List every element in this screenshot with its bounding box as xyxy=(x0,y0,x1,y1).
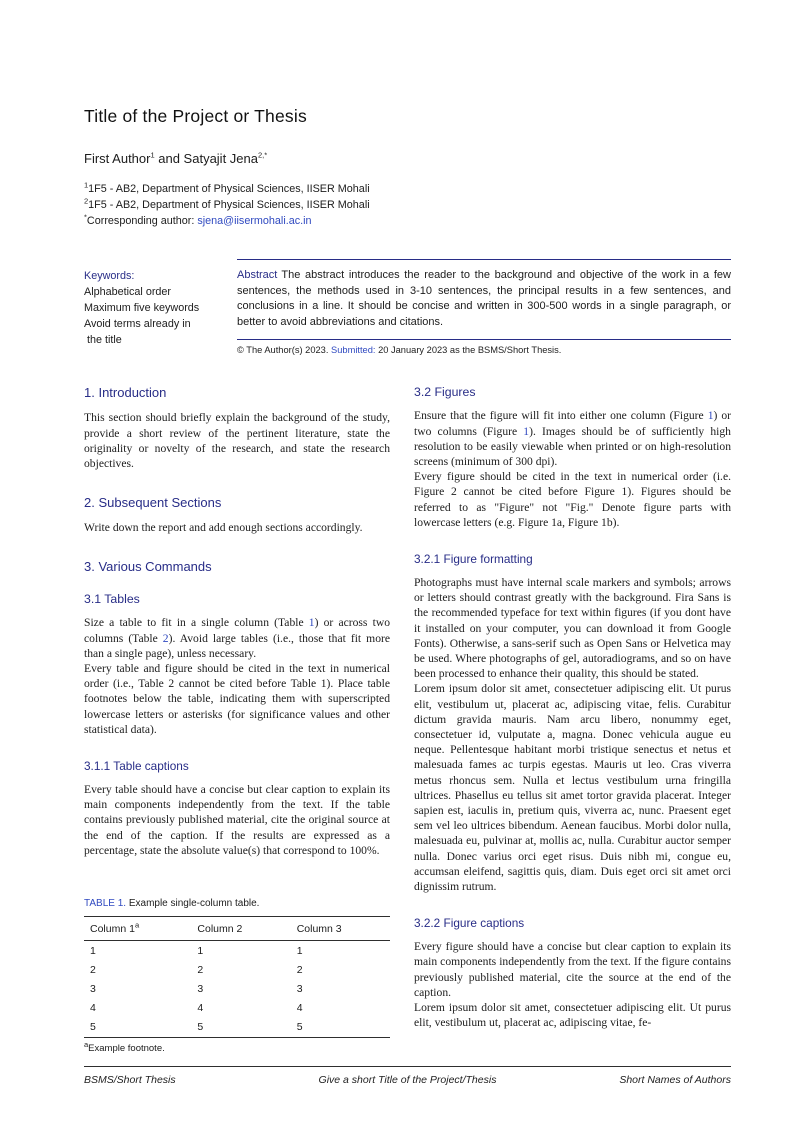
table-1-caption-text: Example single-column table. xyxy=(126,898,260,910)
subsequent-sections-paragraph: Write down the report and add enough sections accordingly. xyxy=(84,521,363,535)
keywords-panel xyxy=(84,259,237,355)
corresponding-author-line: *Corresponding author: sjena@iisermohali.ac.in xyxy=(84,212,312,227)
keyword-item: Alphabetical order xyxy=(84,286,172,298)
table-1-caption xyxy=(84,898,390,909)
figures-paragraph-2: Every figure should be cited in the text in numerical order (i.e. Figure 2 cannot be cited before Figure 1). Figures should be referred to as "Figure" not "Fig." Denote figure parts with lowercase letters (e.g. Figure 1a, Figure 1b). xyxy=(414,470,731,529)
keyword-item: the title xyxy=(87,334,122,346)
subsubsection-heading-figure-captions: 3.2.2 Figure captions xyxy=(414,916,525,931)
corresponding-author-email-link[interactable]: sjena@iisermohali.ac.in xyxy=(197,215,312,227)
copyright-line: © The Author(s) 2023. Submitted: 20 January 2023 as the BSMS/Short Thesis. xyxy=(237,345,562,356)
lorem-ipsum-paragraph-2: Lorem ipsum dolor sit amet, consectetuer adipiscing elit. Ut purus elit, vestibulum ut, placerat ac, adipiscing vitae, fe- xyxy=(414,1001,731,1030)
section-heading-introduction: 1. Introduction xyxy=(84,385,167,401)
abstract-label: Abstract xyxy=(237,269,278,281)
body-columns xyxy=(84,383,731,1054)
paper-title: Title of the Project or Thesis xyxy=(84,106,307,126)
lorem-ipsum-paragraph-1: Lorem ipsum dolor sit amet, consectetuer adipiscing elit. Ut purus elit, vestibulum ut, placerat ac, adipiscing vitae, felis. Curabitur dictum gravida mauris. Nam arcu libero, nonummy eget, consectetuer id, vulputate a, magna. Donec vehicula augue eu neque. Pellentesque habitant morbi tristique senectus et netus et malesuada fames ac turpis egestas. Mauris ut leo. Cras viverra metus rhoncus sem. Nulla et lectus vestibulum urna fringilla ultrices. Phasellus eu tellus sit amet tortor gravida placerat. Integer sapien est, iaculis in, pretium quis, viverra ac, nunc. Praesent eget sem vel leo ultrices bibendum. Aenean faucibus. Morbi dolor nulla, malesuada eu, pulvinar at, mollis ac, nulla. Curabitur auctor semper nulla. Donec varius orci eget risus. Duis nibh mi, congue eu, accumsan eleifend, sagittis quis, diam. Duis eget orci sit amet orci dignissim rutrum. xyxy=(414,682,731,894)
abstract-panel xyxy=(237,259,731,355)
affiliation-1: $^1$1F5 - AB2, Department of Physical Sciences, IISER Mohali xyxy=(84,180,370,195)
keywords-label: Keywords: xyxy=(84,270,135,282)
abstract-block xyxy=(84,259,731,355)
footer-left-running-head: BSMS/Short Thesis xyxy=(84,1074,176,1086)
table-row: 4 4 4 xyxy=(90,1002,303,1015)
author-1-affil-mark: 1 xyxy=(150,150,155,160)
right-column xyxy=(414,383,731,1054)
author-2: and Satyajit Jena xyxy=(154,151,258,166)
table-header-row xyxy=(84,917,390,941)
page-content xyxy=(84,0,731,1054)
author-line xyxy=(84,151,731,166)
table-1-caption-label: TABLE 1. xyxy=(84,898,127,910)
author-2-affil-mark: 2,* xyxy=(258,150,268,160)
figure-1-ref-link[interactable]: 1 xyxy=(707,409,714,423)
subsubsection-heading-table-captions: 3.1.1 Table captions xyxy=(84,759,189,774)
table-2-ref-link[interactable]: 2 xyxy=(162,631,169,645)
section-heading-various-commands: 3. Various Commands xyxy=(84,559,212,575)
subsection-heading-figures: 3.2 Figures xyxy=(414,385,476,400)
tables-paragraph-1: Size a table to fit in a single column (Table 1) or across two columns (Table 2). Avoid large tables (i.e., those that fit more than a single page), unless necessary. xyxy=(84,616,391,660)
subsubsection-heading-figure-formatting: 3.2.1 Figure formatting xyxy=(414,552,533,566)
page-footer xyxy=(84,1066,731,1086)
table-header-column-3: Column 3 xyxy=(291,917,390,941)
table-1-block xyxy=(84,898,390,1054)
affiliation-2: $^2$1F5 - AB2, Department of Physical Sciences, IISER Mohali xyxy=(84,196,370,211)
table-footnote: $^a$Example footnote. xyxy=(84,1039,165,1054)
abstract-text: The abstract introduces the reader to the background and objective of the work in a few sentences, the methods used in 3-10 sentences, the principal results in a few sentences, and conclusions in a line. It should be concise and written in 300-500 words in a single paragraph, or better to avoid abbreviations and citations. xyxy=(237,269,731,328)
table-captions-paragraph: Every table should have a concise but clear caption to explain its main components independently from the text. If the table contains previously published material, cite the original source at the end of the caption. If the results are expressed as a percentage, state the absolute value(s) that correspond to 100%. xyxy=(84,783,390,857)
submitted-label: Submitted: xyxy=(331,345,376,356)
figure-captions-paragraph: Every figure should have a concise but clear caption to explain its main components independently from the text. If the figure contains previously published material, cite the source at the end of the caption. xyxy=(414,940,731,999)
table-header-column-2: Column 2 xyxy=(191,917,290,941)
figure-1-ref-link[interactable]: 1 xyxy=(523,424,530,438)
example-table xyxy=(84,916,390,1038)
subsection-heading-tables: 3.1 Tables xyxy=(84,592,140,607)
author-1: First Author xyxy=(84,151,151,166)
figure-formatting-paragraph: Photographs must have internal scale markers and symbols; arrows or letters should contrast greatly with the background. Fira Sans is the recommended typeface for text within figures (if you dont have it installed on your computer, you can download it from Google Fonts). Otherwise, a sans-serif such as Open Sans or Helvetica may be used. Where photographs of gel, autoradiograms, and so on have been processed to enhance their quality, this should be stated. xyxy=(414,576,731,681)
footer-center-running-title: Give a short Title of the Project/Thesis xyxy=(318,1074,497,1086)
keyword-item: Maximum five keywords xyxy=(84,302,200,314)
keyword-item: Avoid terms already in xyxy=(84,318,191,330)
figures-paragraph-1: Ensure that the figure will fit into either one column (Figure 1) or two columns (Figure 1). Images should be of sufficiently high resolution to be easily viewable when printed or on high-resolution screens (minimum of 300 dpi). xyxy=(414,409,731,468)
affiliations xyxy=(84,181,731,229)
table-header-column-1: Column 1$^a$ xyxy=(84,917,191,941)
left-column xyxy=(84,383,390,1054)
table-row: 1 1 1 xyxy=(90,944,303,957)
introduction-paragraph: This section should briefly explain the background of the study, provide a short review of the pertinent literature, state the originality or novelty of the research, and state the research objectives. xyxy=(84,411,390,470)
section-heading-subsequent-sections: 2. Subsequent Sections xyxy=(84,495,222,511)
tables-paragraph-2: Every table and figure should be cited in the text in numerical order (i.e., Table 2 cannot be cited before Table 1). Place table footnotes below the table, indicating them with superscripted lowercase letters or asterisks (for significance values and other statistical data). xyxy=(84,662,390,736)
abstract-text-box xyxy=(237,259,731,340)
table-1-ref-link[interactable]: 1 xyxy=(308,616,315,630)
table-row: 2 2 2 xyxy=(90,963,303,976)
footer-right-authors: Short Names of Authors xyxy=(619,1074,731,1086)
table-footnote-mark: a xyxy=(134,920,140,930)
table-row: 3 3 3 xyxy=(90,983,303,995)
table-row: 5 5 5 xyxy=(90,1021,303,1034)
